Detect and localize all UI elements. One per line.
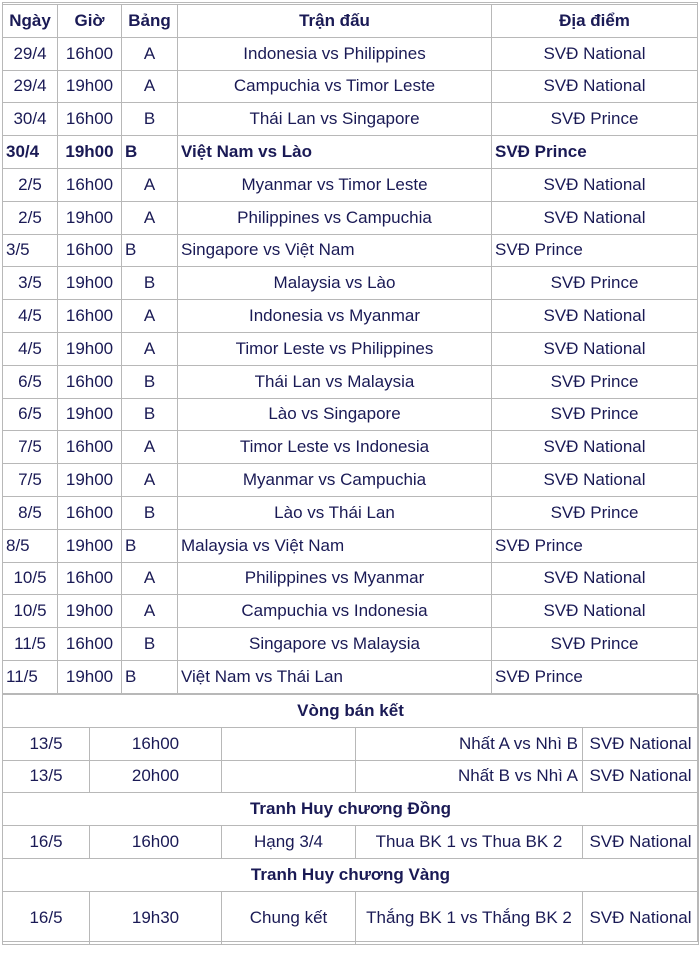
venue-cell: SVĐ National xyxy=(492,201,698,234)
venue-cell: SVĐ National xyxy=(492,431,698,464)
match-cell: Campuchia vs Indonesia xyxy=(178,595,492,628)
date-cell: 2/5 xyxy=(3,168,58,201)
group-cell: B xyxy=(122,660,178,693)
table-row xyxy=(3,891,699,944)
match-cell: Thái Lan vs Malaysia xyxy=(178,365,492,398)
date-cell: 2/5 xyxy=(3,201,58,234)
match-cell: Singapore vs Malaysia xyxy=(178,628,492,661)
match-cell: Việt Nam vs Thái Lan xyxy=(178,660,492,693)
date-cell: 8/5 xyxy=(3,529,58,562)
group-cell: B xyxy=(122,136,178,169)
date-cell: 7/5 xyxy=(3,464,58,497)
match-cell: Thắng BK 1 vs Thắng BK 2 xyxy=(356,891,583,944)
match-cell: Nhất B vs Nhì A xyxy=(356,760,583,793)
venue-cell: SVĐ Prince xyxy=(492,267,698,300)
time-cell: 16h00 xyxy=(58,562,122,595)
match-cell: Nhất A vs Nhì B xyxy=(356,727,583,760)
time-cell: 20h00 xyxy=(90,760,222,793)
stage-cell: Chung kết xyxy=(222,891,356,944)
venue-cell: SVĐ Prince xyxy=(492,365,698,398)
time-cell: 16h00 xyxy=(58,103,122,136)
group-cell: A xyxy=(122,300,178,333)
match-cell: Lào vs Singapore xyxy=(178,398,492,431)
group-cell: B xyxy=(122,103,178,136)
match-cell: Việt Nam vs Lào xyxy=(178,136,492,169)
match-cell: Lào vs Thái Lan xyxy=(178,496,492,529)
time-cell: 19h00 xyxy=(58,136,122,169)
venue-cell: SVĐ National xyxy=(492,464,698,497)
gold-title: Tranh Huy chương Vàng xyxy=(3,858,699,891)
venue-cell: SVĐ Prince xyxy=(492,103,698,136)
match-cell: Timor Leste vs Indonesia xyxy=(178,431,492,464)
date-cell: 30/4 xyxy=(3,136,58,169)
time-cell: 19h00 xyxy=(58,201,122,234)
group-cell: A xyxy=(122,168,178,201)
header-venue: Địa điểm xyxy=(492,5,698,38)
time-cell: 19h00 xyxy=(58,267,122,300)
venue-cell: SVĐ National xyxy=(492,70,698,103)
table-row xyxy=(3,37,698,70)
match-cell: Myanmar vs Timor Leste xyxy=(178,168,492,201)
group-cell: B xyxy=(122,628,178,661)
stage-cell xyxy=(222,727,356,760)
match-cell: Philippines vs Myanmar xyxy=(178,562,492,595)
date-cell: 11/5 xyxy=(3,660,58,693)
table-row xyxy=(3,660,698,693)
date-cell: 3/5 xyxy=(3,234,58,267)
gold-header-row xyxy=(3,858,699,891)
group-cell: B xyxy=(122,234,178,267)
venue-cell: SVĐ Prince xyxy=(492,660,698,693)
date-cell: 6/5 xyxy=(3,398,58,431)
group-cell: A xyxy=(122,595,178,628)
group-cell: B xyxy=(122,398,178,431)
semifinal-header-row xyxy=(3,695,699,728)
table-row xyxy=(3,201,698,234)
group-cell: A xyxy=(122,562,178,595)
table-row xyxy=(3,529,698,562)
table-row xyxy=(3,70,698,103)
time-cell: 19h00 xyxy=(58,595,122,628)
match-cell: Thua BK 1 vs Thua BK 2 xyxy=(356,826,583,859)
bronze-header-row xyxy=(3,793,699,826)
time-cell: 16h00 xyxy=(58,496,122,529)
venue-cell: SVĐ National xyxy=(492,595,698,628)
venue-cell: SVĐ National xyxy=(492,562,698,595)
group-cell: B xyxy=(122,267,178,300)
stage-cell: Hạng 3/4 xyxy=(222,826,356,859)
time-cell: 16h00 xyxy=(58,628,122,661)
date-cell: 16/5 xyxy=(3,891,90,944)
time-cell: 19h00 xyxy=(58,70,122,103)
header-match: Trận đấu xyxy=(178,5,492,38)
venue-cell: SVĐ National xyxy=(583,891,699,944)
date-cell: 6/5 xyxy=(3,365,58,398)
time-cell: 16h00 xyxy=(58,365,122,398)
time-cell: 16h00 xyxy=(58,234,122,267)
group-cell: A xyxy=(122,464,178,497)
table-row xyxy=(3,431,698,464)
table-row xyxy=(3,234,698,267)
date-cell: 13/5 xyxy=(3,760,90,793)
time-cell: 16h00 xyxy=(90,727,222,760)
header-date: Ngày xyxy=(3,5,58,38)
group-cell: B xyxy=(122,365,178,398)
date-cell: 10/5 xyxy=(3,562,58,595)
header-time: Giờ xyxy=(58,5,122,38)
venue-cell: SVĐ National xyxy=(492,332,698,365)
table-row xyxy=(3,595,698,628)
table-row xyxy=(3,300,698,333)
time-cell: 19h00 xyxy=(58,332,122,365)
match-cell: Malaysia vs Việt Nam xyxy=(178,529,492,562)
group-cell: A xyxy=(122,332,178,365)
time-cell: 19h00 xyxy=(58,464,122,497)
date-cell: 16/5 xyxy=(3,826,90,859)
table-row xyxy=(3,464,698,497)
group-cell: B xyxy=(122,529,178,562)
venue-cell: SVĐ Prince xyxy=(492,234,698,267)
date-cell: 4/5 xyxy=(3,300,58,333)
date-cell: 4/5 xyxy=(3,332,58,365)
date-cell: 30/4 xyxy=(3,103,58,136)
match-cell: Thái Lan vs Singapore xyxy=(178,103,492,136)
bronze-title: Tranh Huy chương Đồng xyxy=(3,793,699,826)
header-row xyxy=(3,5,698,38)
date-cell: 13/5 xyxy=(3,727,90,760)
group-cell: A xyxy=(122,37,178,70)
date-cell: 11/5 xyxy=(3,628,58,661)
group-cell: A xyxy=(122,431,178,464)
table-row xyxy=(3,496,698,529)
time-cell: 16h00 xyxy=(58,37,122,70)
venue-cell: SVĐ Prince xyxy=(492,136,698,169)
group-cell: A xyxy=(122,201,178,234)
table-row xyxy=(3,760,699,793)
match-cell: Myanmar vs Campuchia xyxy=(178,464,492,497)
venue-cell: SVĐ Prince xyxy=(492,529,698,562)
header-group: Bảng xyxy=(122,5,178,38)
group-cell: A xyxy=(122,70,178,103)
venue-cell: SVĐ Prince xyxy=(492,628,698,661)
venue-cell: SVĐ National xyxy=(583,727,699,760)
date-cell: 29/4 xyxy=(3,70,58,103)
table-row xyxy=(3,727,699,760)
time-cell: 19h00 xyxy=(58,398,122,431)
stage-cell xyxy=(222,760,356,793)
semifinal-title: Vòng bán kết xyxy=(3,695,699,728)
group-stage-table xyxy=(2,4,698,694)
table-row xyxy=(3,826,699,859)
table-row xyxy=(3,103,698,136)
match-cell: Malaysia vs Lào xyxy=(178,267,492,300)
knockout-table xyxy=(2,694,699,945)
venue-cell: SVĐ National xyxy=(583,760,699,793)
date-cell: 8/5 xyxy=(3,496,58,529)
match-cell: Singapore vs Việt Nam xyxy=(178,234,492,267)
match-cell: Campuchia vs Timor Leste xyxy=(178,70,492,103)
time-cell: 19h00 xyxy=(58,660,122,693)
match-cell: Timor Leste vs Philippines xyxy=(178,332,492,365)
table-row xyxy=(3,628,698,661)
time-cell: 16h00 xyxy=(58,431,122,464)
table-row xyxy=(3,562,698,595)
match-cell: Indonesia vs Philippines xyxy=(178,37,492,70)
venue-cell: SVĐ National xyxy=(492,37,698,70)
date-cell: 29/4 xyxy=(3,37,58,70)
venue-cell: SVĐ National xyxy=(492,300,698,333)
table-row xyxy=(3,398,698,431)
venue-cell: SVĐ Prince xyxy=(492,398,698,431)
match-cell: Indonesia vs Myanmar xyxy=(178,300,492,333)
table-row xyxy=(3,365,698,398)
match-cell: Philippines vs Campuchia xyxy=(178,201,492,234)
venue-cell: SVĐ National xyxy=(583,826,699,859)
date-cell: 3/5 xyxy=(3,267,58,300)
time-cell: 19h30 xyxy=(90,891,222,944)
table-row xyxy=(3,168,698,201)
venue-cell: SVĐ National xyxy=(492,168,698,201)
time-cell: 16h00 xyxy=(58,300,122,333)
venue-cell: SVĐ Prince xyxy=(492,496,698,529)
time-cell: 16h00 xyxy=(58,168,122,201)
table-row xyxy=(3,267,698,300)
date-cell: 7/5 xyxy=(3,431,58,464)
table-row xyxy=(3,136,698,169)
table-row xyxy=(3,332,698,365)
date-cell: 10/5 xyxy=(3,595,58,628)
group-cell: B xyxy=(122,496,178,529)
time-cell: 16h00 xyxy=(90,826,222,859)
time-cell: 19h00 xyxy=(58,529,122,562)
